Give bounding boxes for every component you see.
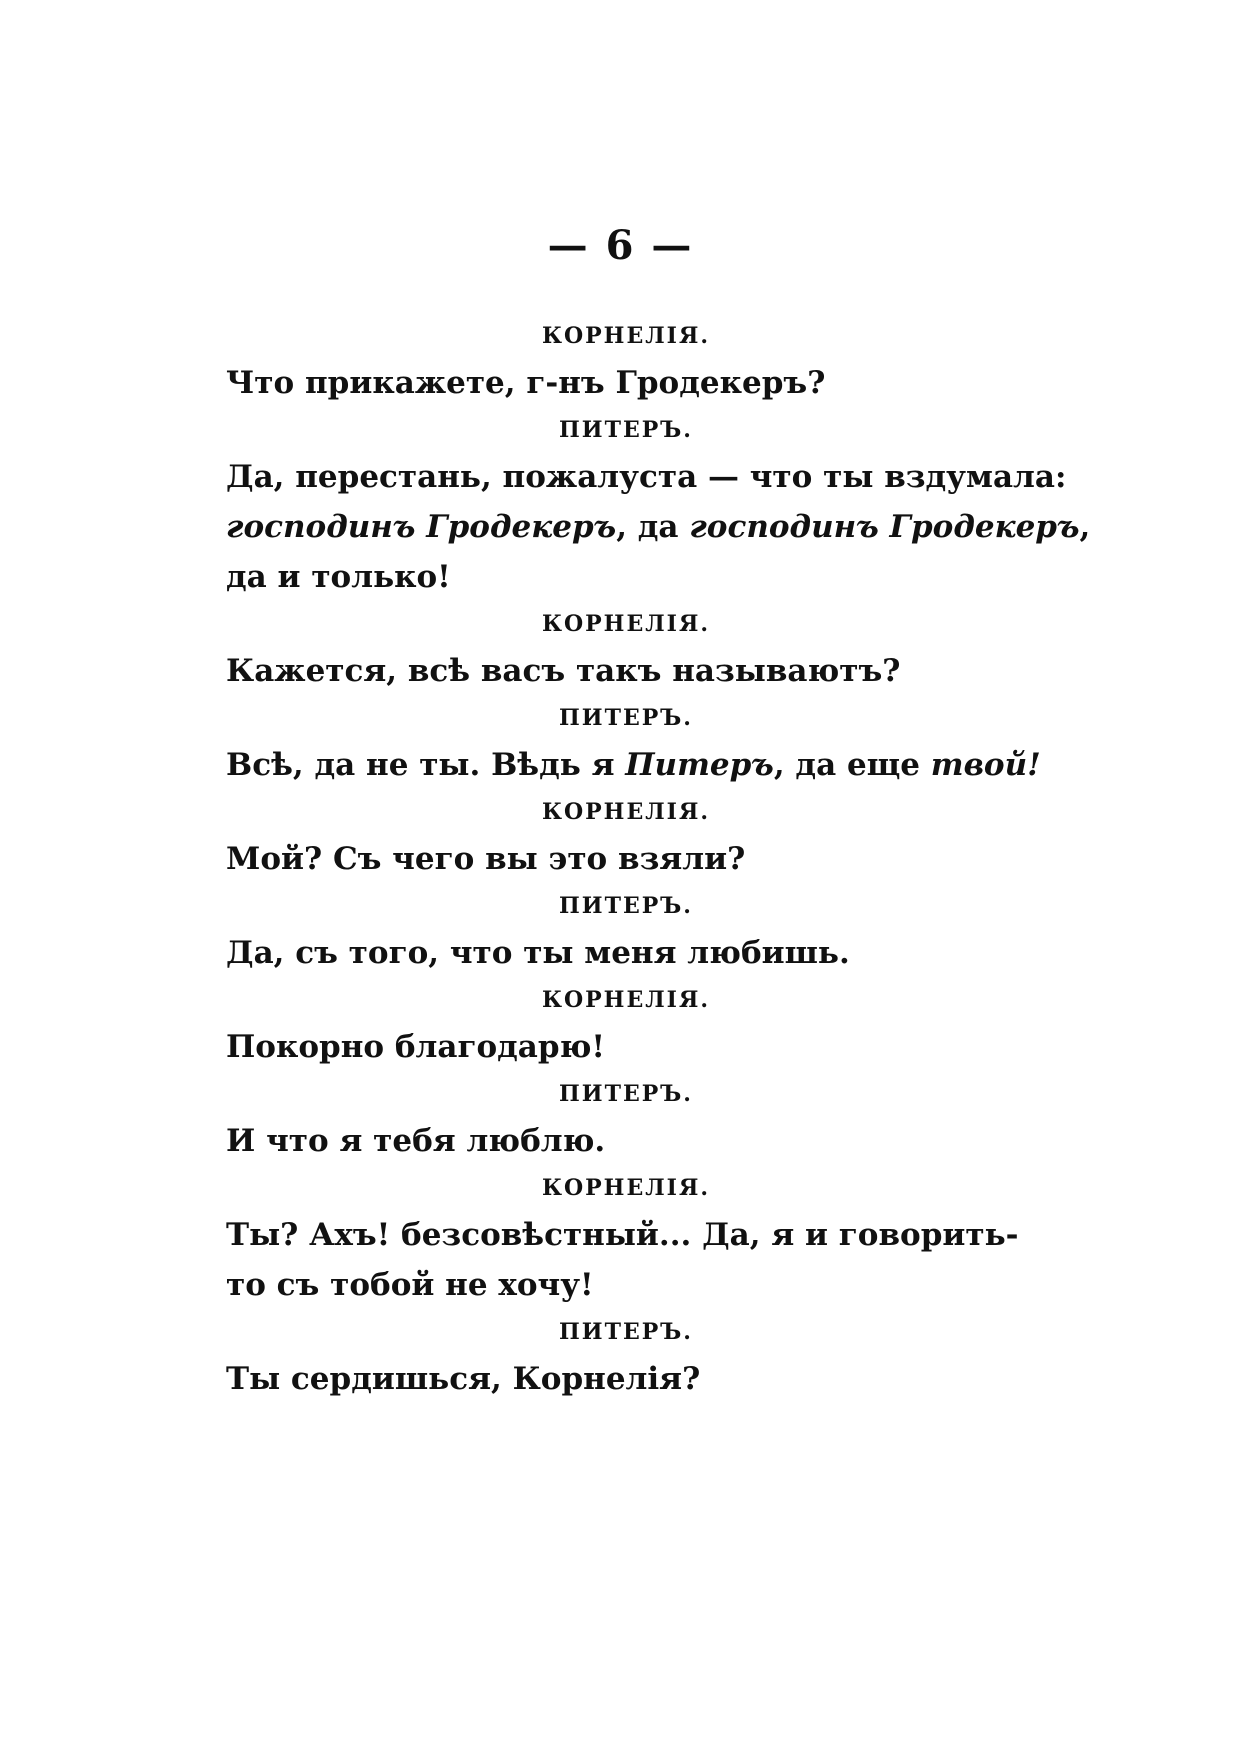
dialogue-line: да и только!	[226, 559, 451, 595]
speaker-name: ПИТЕРЪ.	[559, 893, 693, 919]
dialogue-line: Ты сердишься, Корнелія?	[226, 1361, 701, 1397]
dialogue-line: Покорно благодарю!	[226, 1029, 605, 1065]
dialogue-line: Ты? Ахъ! безсовѣстный... Да, я и говорить-	[226, 1217, 1019, 1253]
speaker-name: ПИТЕРЪ.	[559, 1081, 693, 1107]
dialogue-line: Что прикажете, г-нъ Гродекеръ?	[226, 365, 826, 401]
dialogue-line: Мой? Съ чего вы это взяли?	[226, 841, 746, 877]
speaker-name: КОРНЕЛІЯ.	[541, 799, 711, 825]
dialogue-line	[226, 502, 1091, 552]
dialogue-line: Кажется, всѣ васъ такъ называютъ?	[226, 653, 901, 689]
text-run: , да	[616, 509, 690, 545]
speaker-name: ПИТЕРЪ.	[559, 705, 693, 731]
italic-text: твой!	[930, 747, 1041, 783]
speaker-name: КОРНЕЛІЯ.	[541, 987, 711, 1013]
dialogue	[226, 314, 1091, 1404]
dialogue-line	[226, 740, 1041, 790]
text-run: ,	[1079, 509, 1091, 545]
italic-text: Питеръ	[625, 747, 774, 783]
italic-text: господинъ Гродекеръ	[689, 509, 1080, 545]
speaker-name: ПИТЕРЪ.	[559, 417, 693, 443]
text-run: , да еще	[773, 747, 931, 783]
dialogue-line: Да, перестань, пожалуста — что ты вздумала:	[226, 459, 1067, 495]
page-number: — 6 —	[547, 222, 694, 269]
dialogue-line: то съ тобой не хочу!	[226, 1267, 594, 1303]
dialogue-line: Да, съ того, что ты меня любишь.	[226, 935, 850, 971]
speaker-name: ПИТЕРЪ.	[559, 1319, 693, 1345]
speaker-name: КОРНЕЛІЯ.	[541, 611, 711, 637]
text-run: Всѣ, да не ты. Вѣдь я	[226, 747, 626, 783]
italic-text: господинъ Гродекеръ	[226, 509, 617, 545]
speaker-name: КОРНЕЛІЯ.	[541, 1175, 711, 1201]
speaker-name: КОРНЕЛІЯ.	[541, 323, 711, 349]
dialogue-line: И что я тебя люблю.	[226, 1123, 606, 1159]
